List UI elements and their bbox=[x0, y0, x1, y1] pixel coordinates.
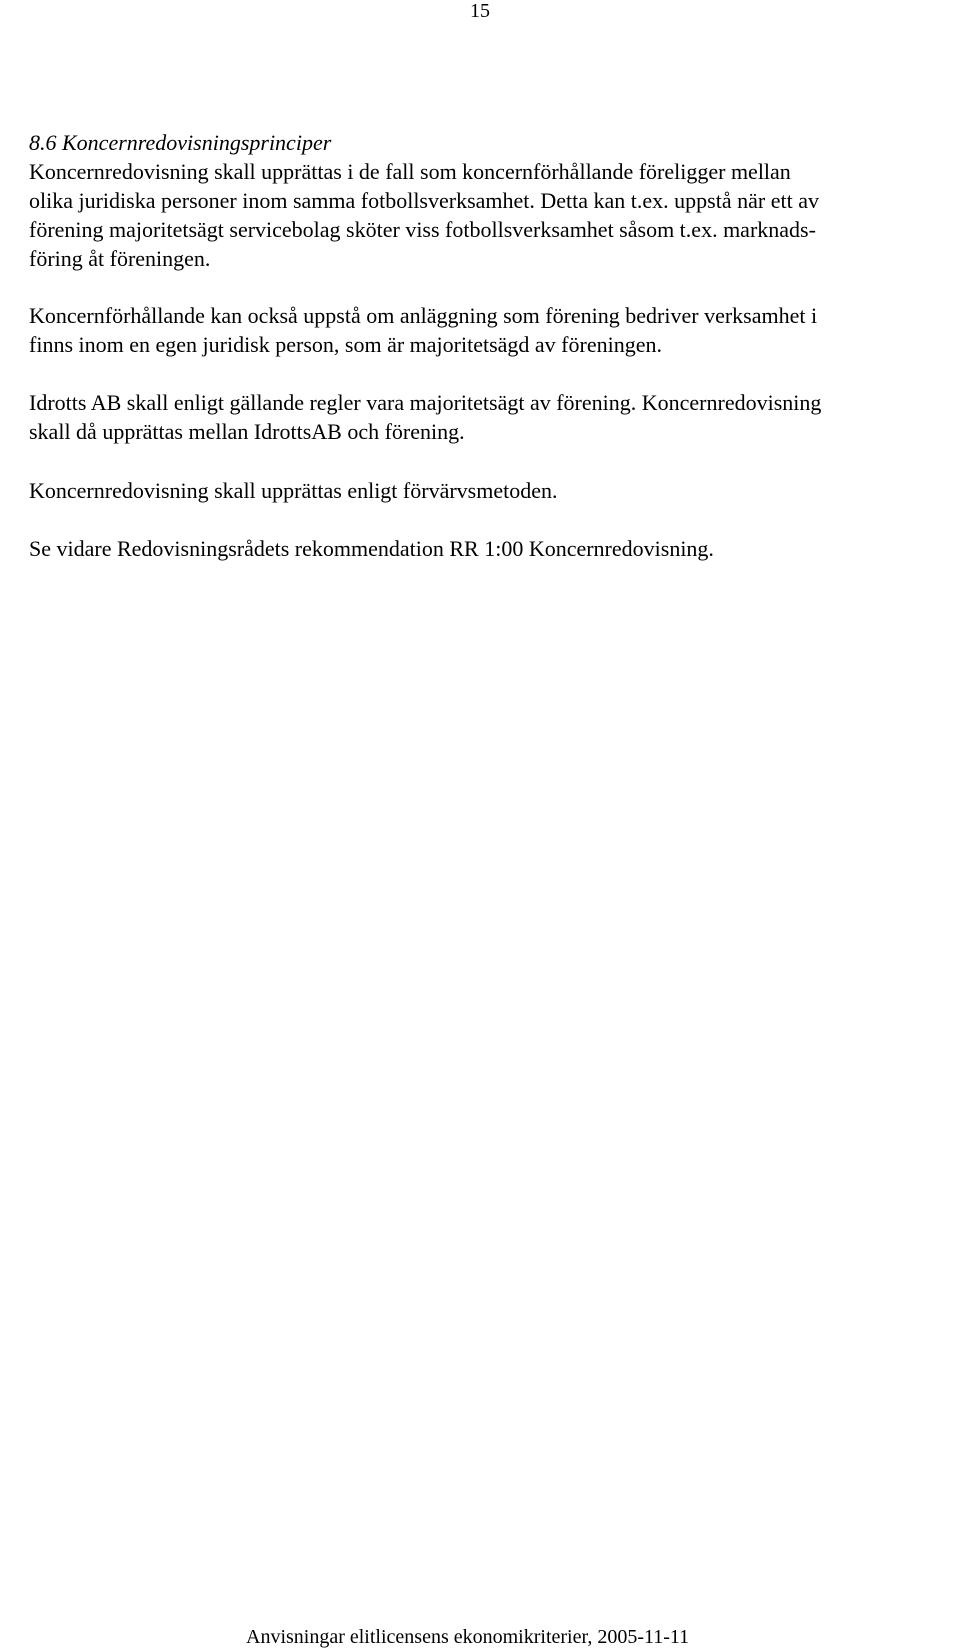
paragraph-line: Koncernredovisning skall upprättas enligt förvärvsmetoden. bbox=[29, 478, 558, 503]
paragraph-line: föring åt föreningen. bbox=[29, 246, 211, 271]
paragraph-anlaggning bbox=[29, 301, 959, 359]
paragraph-line: Se vidare Redovisningsrådets rekommendation RR 1:00 Koncernredovisning. bbox=[29, 536, 714, 561]
paragraph-se-vidare bbox=[29, 534, 959, 563]
paragraph-forvarvsmetoden bbox=[29, 476, 959, 505]
paragraph-line: finns inom en egen juridisk person, som är majoritetsägd av föreningen. bbox=[29, 332, 662, 357]
paragraph-line: Koncernredovisning skall upprättas i de fall som koncernförhållande föreligger mellan bbox=[29, 159, 791, 184]
paragraph-idrotts-ab bbox=[29, 388, 959, 446]
page-number: 15 bbox=[470, 0, 490, 22]
paragraph-line: Idrotts AB skall enligt gällande regler vara majoritetsägt av förening. Koncernredovisning bbox=[29, 390, 822, 415]
paragraph-line: skall då upprättas mellan IdrottsAB och förening. bbox=[29, 419, 465, 444]
paragraph-line: Koncernförhållande kan också uppstå om anläggning som förening bedriver verksamhet i bbox=[29, 303, 818, 328]
page-footer: Anvisningar elitlicensens ekonomikriterier, 2005-11-11 bbox=[246, 1626, 690, 1648]
document-body bbox=[29, 128, 959, 563]
paragraph-line: förening majoritetsägt servicebolag sköter viss fotbollsverksamhet såsom t.ex. marknads- bbox=[29, 217, 816, 242]
paragraph-koncernredovisning-intro bbox=[29, 157, 959, 273]
section-heading: 8.6 Koncernredovisningsprinciper bbox=[29, 130, 332, 155]
paragraph-line: olika juridiska personer inom samma fotbollsverksamhet. Detta kan t.ex. uppstå när ett av bbox=[29, 188, 819, 213]
